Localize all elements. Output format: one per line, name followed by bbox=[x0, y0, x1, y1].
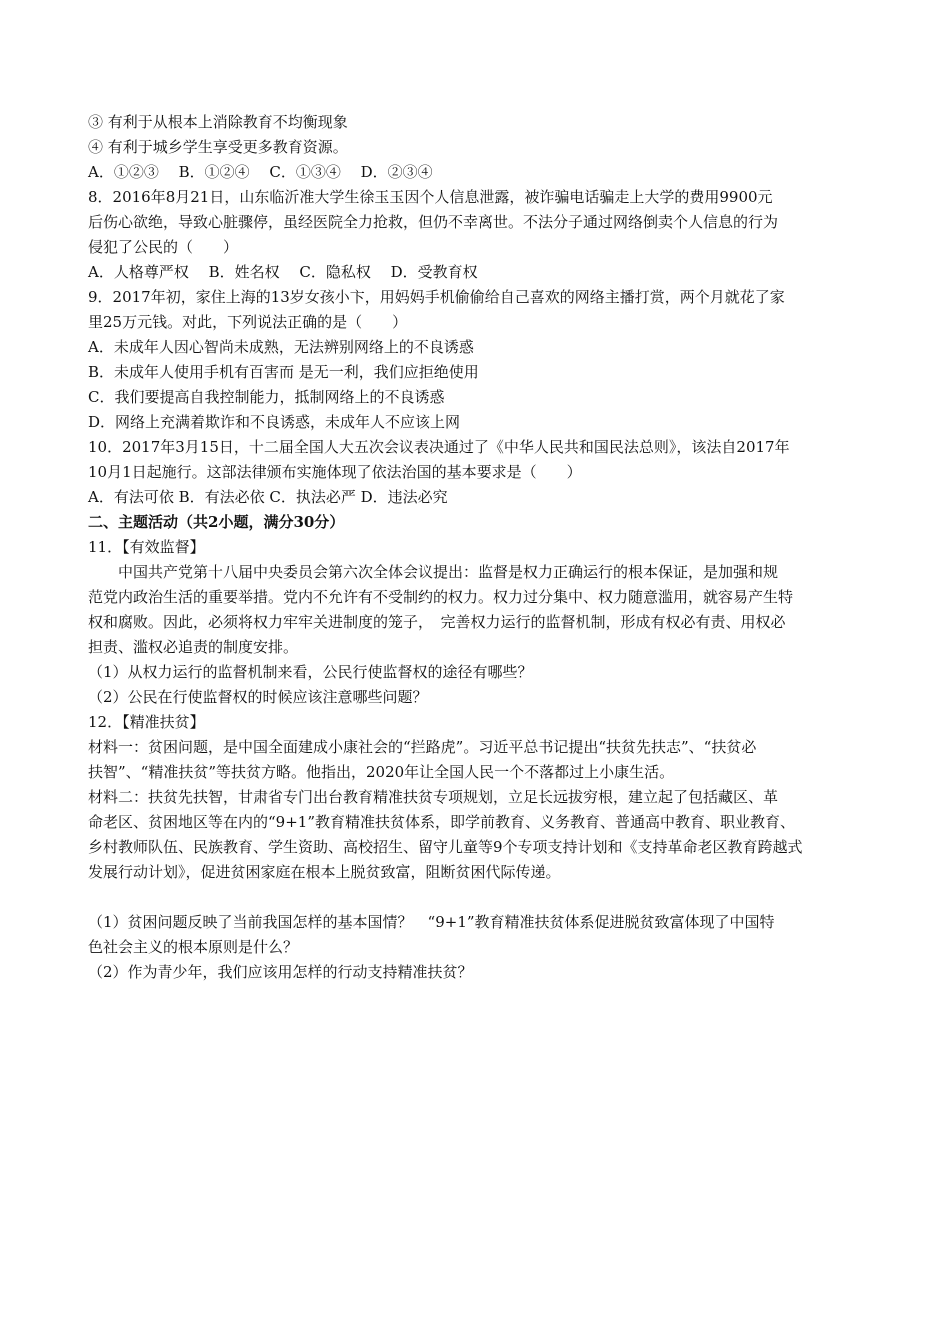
q10-choices: A．有法可依 B．有法必依 C．执法必严 D．违法必究 bbox=[88, 488, 448, 506]
q11-material-line: 担责、滥权必追责的制度安排。 bbox=[88, 638, 299, 656]
q12-material-2-line: 材料二：扶贫先扶智，甘肃省专门出台教育精准扶贫专项规划，立足长远拔穷根，建立起了包括藏区、革 bbox=[88, 788, 779, 806]
q12-material-1-line: 材料一：贫困问题，是中国全面建成小康社会的“拦路虎”。习近平总书记提出“扶贫先扶志”、“扶贫必 bbox=[88, 738, 757, 756]
q11-material-line: 范党内政治生活的重要举措。党内不允许有不受制约的权力。权力过分集中、权力随意滥用，就容易产生特 bbox=[88, 588, 794, 606]
q12-material-1-line: 扶智”、“精准扶贫”等扶贫方略。他指出，2020年让全国人民一个不落都过上小康生活。 bbox=[88, 763, 675, 781]
q10-stem-line: 10．2017年3月15日，十二届全国人大五次会议表决通过了《中华人民共和国民法总则》，该法自2017年 bbox=[88, 438, 790, 456]
q12-title: 12．【精准扶贫】 bbox=[88, 713, 205, 731]
section-heading: 二、主题活动（共2小题，满分30分） bbox=[88, 513, 345, 531]
q12-material-2-line: 命老区、贫困地区等在内的“9+1”教育精准扶贫体系，即学前教育、义务教育、普通高中教育、职业教育、 bbox=[88, 813, 795, 831]
q12-material-2-line: 发展行动计划》，促进贫困家庭在根本上脱贫致富，阻断贫困代际传递。 bbox=[88, 863, 561, 881]
q12-subquestion-1-cont: 色社会主义的根本原则是什么？ bbox=[88, 938, 299, 956]
q9-option-b: B．未成年人使用手机有百害而 是无一利，我们应拒绝使用 bbox=[88, 363, 479, 381]
q7-option-3: ③ 有利于从根本上消除教育不均衡现象 bbox=[88, 113, 348, 131]
q12-subquestion-2: （2）作为青少年，我们应该用怎样的行动支持精准扶贫？ bbox=[88, 963, 473, 981]
q9-stem-line: 里25万元钱。对此，下列说法正确的是（ ） bbox=[88, 313, 408, 331]
q11-material-line: 权和腐败。因此，必须将权力牢牢关进制度的笼子， 完善权力运行的监督机制，形成有权必有责、用权必 bbox=[88, 613, 786, 631]
q11-material-line: 中国共产党第十八届中央委员会第六次全体会议提出：监督是权力正确运行的根本保证，是加强和规 bbox=[118, 563, 779, 581]
q8-stem-line: 8．2016年8月21日，山东临沂准大学生徐玉玉因个人信息泄露，被诈骗电话骗走上大学的费用9900元 bbox=[88, 188, 773, 206]
q12-subquestion-1: （1）贫困问题反映了当前我国怎样的基本国情？ “9+1”教育精准扶贫体系促进脱贫致富体现了中国特 bbox=[88, 913, 775, 931]
q9-option-c: C．我们要提高自我控制能力，抵制网络上的不良诱惑 bbox=[88, 388, 445, 406]
q8-choices: A．人格尊严权 B．姓名权 C．隐私权 D．受教育权 bbox=[88, 263, 478, 281]
q10-stem-line: 10月1日起施行。这部法律颁布实施体现了依法治国的基本要求是（ ） bbox=[88, 463, 582, 481]
q11-subquestion-1: （1）从权力运行的监督机制来看，公民行使监督权的途径有哪些？ bbox=[88, 663, 533, 681]
q9-option-d: D．网络上充满着欺诈和不良诱惑，未成年人不应该上网 bbox=[88, 413, 461, 431]
q11-title: 11．【有效监督】 bbox=[88, 538, 205, 556]
q9-option-a: A．未成年人因心智尚未成熟，无法辨别网络上的不良诱惑 bbox=[88, 338, 474, 356]
q8-stem-line: 后伤心欲绝，导致心脏骤停，虽经医院全力抢救，但仍不幸离世。不法分子通过网络倒卖个人信息的行为 bbox=[88, 213, 779, 231]
q7-option-4: ④ 有利于城乡学生享受更多教育资源。 bbox=[88, 138, 348, 156]
q9-stem-line: 9．2017年初，家住上海的13岁女孩小卞，用妈妈手机偷偷给自己喜欢的网络主播打赏，两个月就花了家 bbox=[88, 288, 785, 306]
q11-subquestion-2: （2）公民在行使监督权的时候应该注意哪些问题？ bbox=[88, 688, 428, 706]
q8-stem-line: 侵犯了公民的（ ） bbox=[88, 238, 239, 256]
q7-choices: A．①②③ B．①②④ C．①③④ D．②③④ bbox=[88, 163, 433, 181]
q12-material-2-line: 乡村教师队伍、民族教育、学生资助、高校招生、留守儿童等9个专项支持计划和《支持革命老区教育跨越式 bbox=[88, 838, 803, 856]
